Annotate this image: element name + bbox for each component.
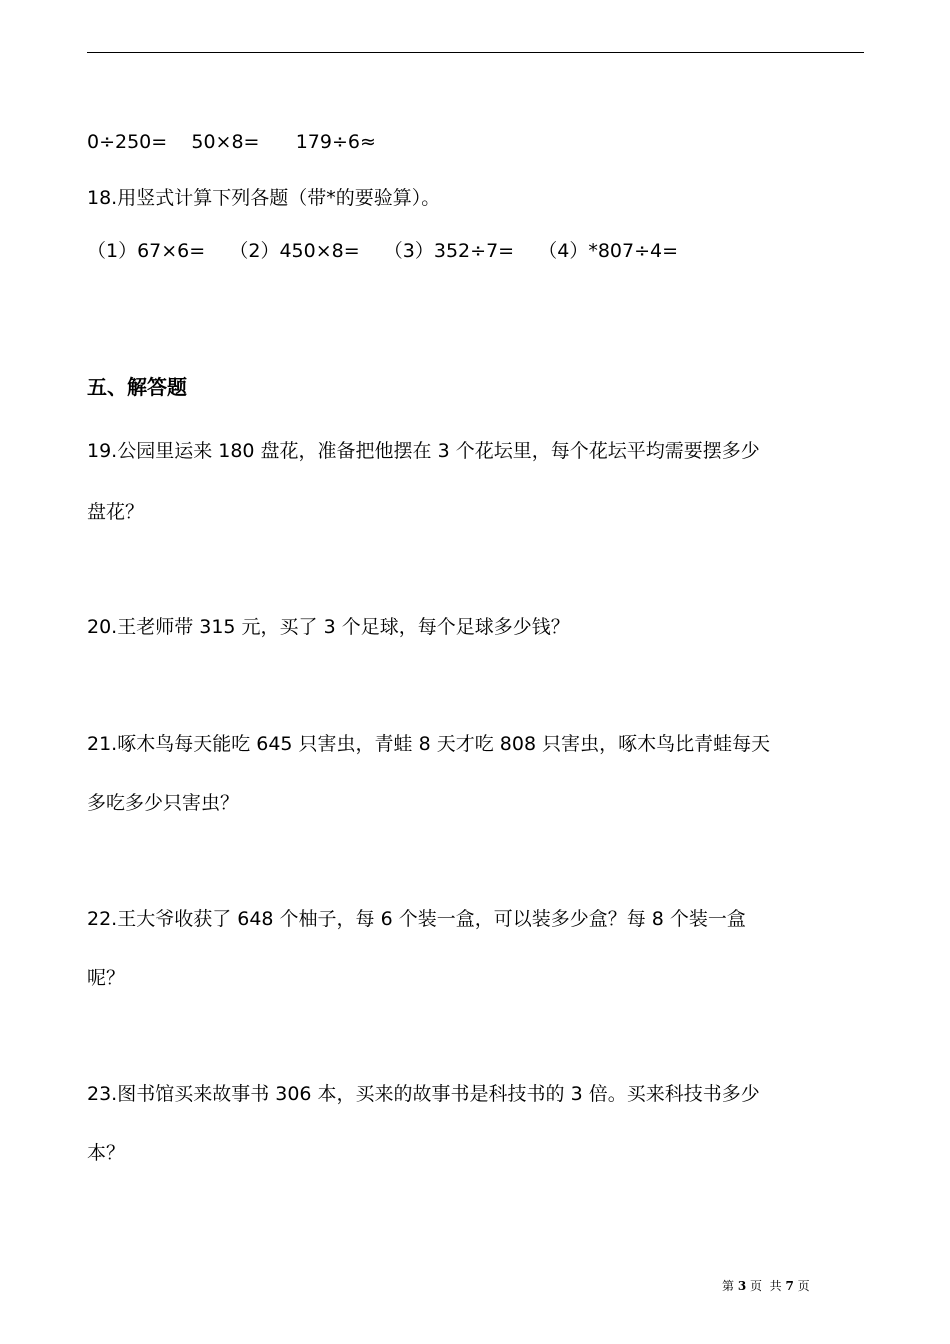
- question-20-line-1: 20.王老师带 315 元，买了 3 个足球，每个足球多少钱？: [87, 616, 570, 638]
- footer-current-page: 3: [737, 1279, 747, 1293]
- footer-suffix: 页: [793, 1279, 810, 1293]
- footer-middle: 页 共: [746, 1279, 786, 1293]
- question-23-line-2: 本？: [87, 1142, 126, 1164]
- footer-prefix: 第: [722, 1279, 738, 1293]
- header-rule: [87, 52, 864, 53]
- footer-total-pages: 7: [785, 1279, 794, 1293]
- section-title-answers: 五、解答题: [87, 375, 187, 399]
- calc-line: 0÷250= 50×8= 179÷6≈: [87, 131, 376, 153]
- question-21-line-1: 21.啄木鸟每天能吃 645 只害虫，青蛙 8 天才吃 808 只害虫，啄木鸟比青蛙每天: [87, 733, 771, 755]
- page-footer: [722, 1277, 810, 1295]
- question-21-line-2: 多吃多少只害虫？: [87, 792, 240, 814]
- question-22-line-1: 22.王大爷收获了 648 个柚子，每 6 个装一盒，可以装多少盒？每 8 个装一盒: [87, 908, 746, 930]
- question-23-line-1: 23.图书馆买来故事书 306 本，买来的故事书是科技书的 3 倍。买来科技书多少: [87, 1083, 760, 1105]
- question-18-items: （1）67×6= （2）450×8= （3）352÷7= （4）*807÷4=: [87, 240, 679, 262]
- question-22-line-2: 呢？: [87, 967, 126, 989]
- question-18-prompt: 18.用竖式计算下列各题（带*的要验算）。: [87, 187, 441, 209]
- question-19-line-1: 19.公园里运来 180 盘花，准备把他摆在 3 个花坛里，每个花坛平均需要摆多少: [87, 440, 760, 462]
- question-19-line-2: 盘花？: [87, 501, 145, 523]
